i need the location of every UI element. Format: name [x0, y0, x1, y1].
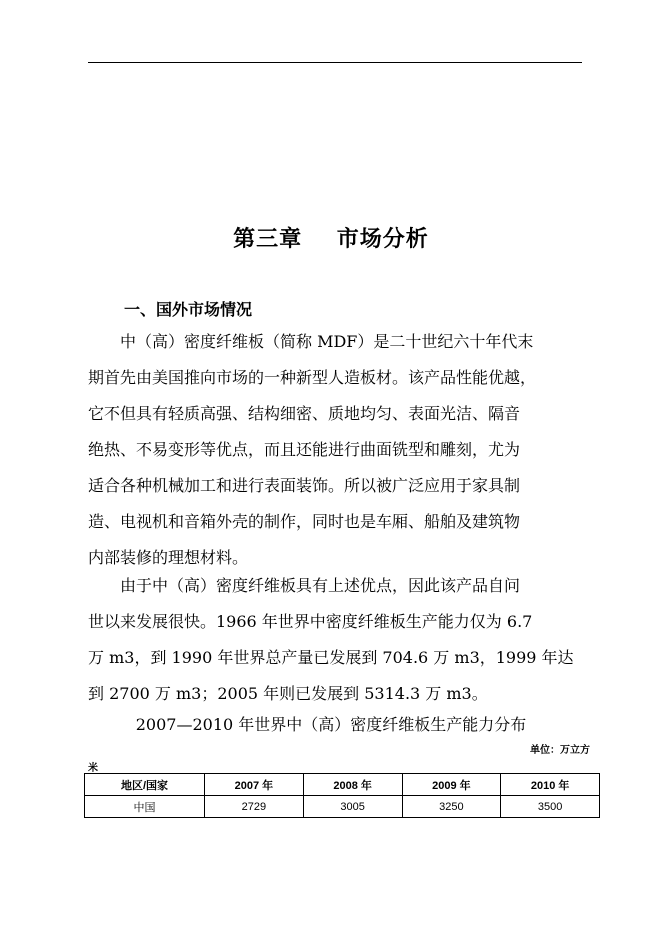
- chapter-title: 第三章 市场分析: [233, 226, 429, 252]
- table-caption: 2007—2010 年世界中（高）密度纤维板生产能力分布: [135, 715, 527, 734]
- paragraph-line: 内部装修的理想材料。: [88, 548, 249, 567]
- section-heading: 一、国外市场情况: [124, 300, 253, 319]
- header-rule: [88, 62, 582, 63]
- paragraph-line: 期首先由美国推向市场的一种新型人造板材。该产品性能优越，: [88, 368, 537, 387]
- paragraph-line: 到 2700 万 m3；2005 年则已发展到 5314.3 万 m3。: [88, 684, 488, 703]
- table-cell: 3250: [402, 796, 501, 818]
- paragraph-line: 世以来发展很快。1966 年世界中密度纤维板生产能力仅为 6.7: [88, 612, 533, 631]
- paragraph-mdf-intro: [88, 324, 582, 576]
- table-cell: 3005: [303, 796, 402, 818]
- column-header-2009: 2009 年: [402, 774, 501, 796]
- table-cell: 2729: [205, 796, 304, 818]
- paragraph-line: 由于中（高）密度纤维板具有上述优点，因此该产品自问: [120, 576, 521, 595]
- capacity-table: [84, 773, 600, 818]
- paragraph-line: 中（高）密度纤维板（简称 MDF）是二十世纪六十年代末: [120, 332, 534, 351]
- column-header-2008: 2008 年: [303, 774, 402, 796]
- column-header-2010: 2010 年: [501, 774, 600, 796]
- paragraph-mdf-growth: [88, 568, 582, 712]
- unit-note-tail: 米: [88, 763, 98, 774]
- column-header-region: 地区/国家: [85, 774, 205, 796]
- paragraph-line: 适合各种机械加工和进行表面装饰。所以被广泛应用于家具制: [88, 476, 521, 495]
- table-cell-region: 中国: [85, 796, 205, 818]
- unit-note: 单位：万立方: [530, 745, 590, 756]
- paragraph-line: 造、电视机和音箱外壳的制作，同时也是车厢、船舶及建筑物: [88, 512, 521, 531]
- table-cell: 3500: [501, 796, 600, 818]
- table-header-row: [85, 774, 600, 796]
- paragraph-line: 它不但具有轻质高强、结构细密、质地均匀、表面光洁、隔音: [88, 404, 521, 423]
- paragraph-line: 绝热、不易变形等优点，而且还能进行曲面铣型和雕刻，尤为: [88, 440, 521, 459]
- table-row: [85, 796, 600, 818]
- paragraph-line: 万 m3，到 1990 年世界总产量已发展到 704.6 万 m3，1999 年达: [88, 648, 574, 667]
- column-header-2007: 2007 年: [205, 774, 304, 796]
